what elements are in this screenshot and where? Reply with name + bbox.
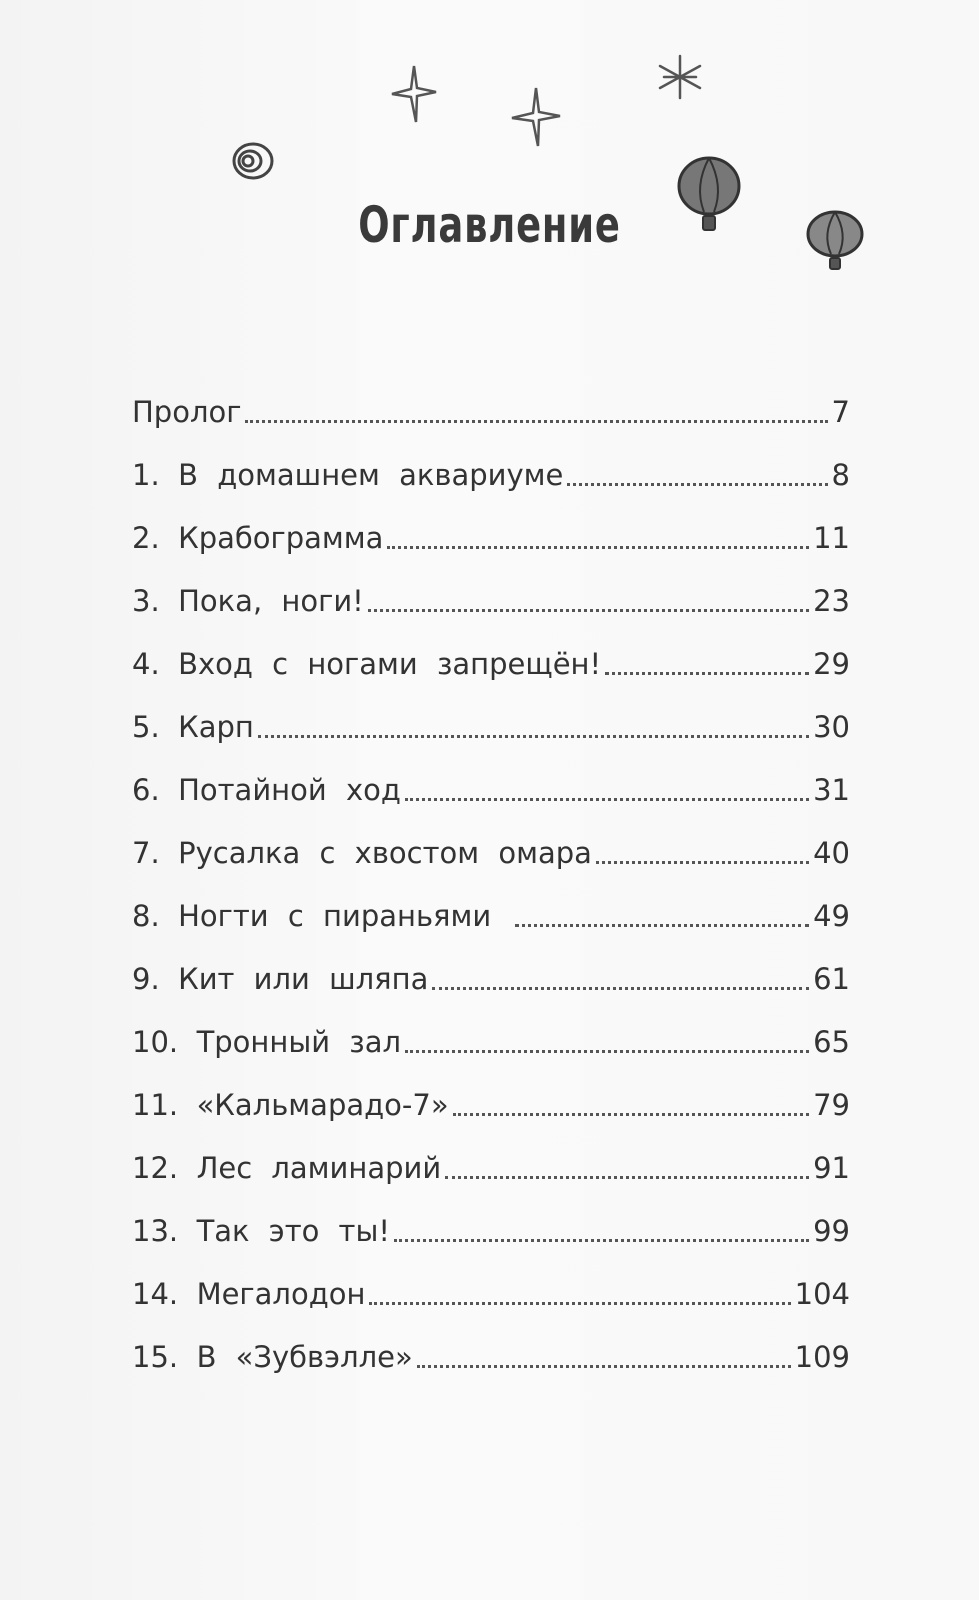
dot-leader — [394, 1239, 809, 1242]
toc-entry-number: 11. — [132, 1088, 179, 1122]
dot-leader — [515, 924, 809, 927]
toc-entry-number: 3. — [132, 584, 160, 618]
dot-leader — [445, 1176, 809, 1179]
star-icon — [508, 84, 564, 150]
dot-leader — [605, 672, 809, 675]
dot-leader — [368, 609, 809, 612]
toc-entry-number: 12. — [132, 1151, 179, 1185]
toc-entry — [132, 644, 850, 684]
toc-entry — [132, 707, 850, 747]
toc-entry-title: «Кальмарадо-7» — [196, 1088, 449, 1122]
toc-entry-page: 61 — [813, 962, 850, 996]
toc-entry-page: 8 — [831, 458, 850, 492]
toc-entry-title: Вход с ногами запрещён! — [178, 647, 602, 681]
toc-entry — [132, 1022, 850, 1062]
dot-leader — [245, 420, 827, 423]
toc-entry-number: 1. — [132, 458, 160, 492]
toc-entry-number: 10. — [132, 1025, 179, 1059]
toc-entry-number: 7. — [132, 836, 160, 870]
toc-entry-page: 91 — [813, 1151, 850, 1185]
toc-entry-title: Ногти с пираньями — [178, 899, 492, 933]
toc-entry-number: 2. — [132, 521, 160, 555]
dot-leader — [596, 861, 809, 864]
shell-icon — [228, 136, 278, 186]
toc-entry — [132, 1274, 850, 1314]
page-title: Оглавление — [358, 196, 621, 254]
dot-leader — [387, 546, 809, 549]
toc-entry — [132, 833, 850, 873]
toc-entry-page: 65 — [813, 1025, 850, 1059]
toc-entry-page: 31 — [813, 773, 850, 807]
toc-entry-number: 6. — [132, 773, 160, 807]
dot-leader — [453, 1113, 810, 1116]
toc-entry-number: 15. — [132, 1340, 179, 1374]
toc-entry — [132, 1337, 850, 1377]
toc-entry-title: В домашнем аквариуме — [178, 458, 564, 492]
toc-entry-page: 49 — [813, 899, 850, 933]
toc-entry-page: 30 — [813, 710, 850, 744]
dot-leader — [417, 1365, 791, 1368]
toc-entry-page: 109 — [794, 1340, 850, 1374]
toc-entry-number: 14. — [132, 1277, 179, 1311]
toc-entry-title: В «Зубвэлле» — [196, 1340, 413, 1374]
dot-leader — [405, 1050, 809, 1053]
toc-entry-page: 23 — [813, 584, 850, 618]
toc-entry — [132, 1211, 850, 1251]
toc-entry — [132, 1148, 850, 1188]
toc-entry-page: 7 — [831, 395, 850, 429]
toc-entry — [132, 770, 850, 810]
toc-entry — [132, 518, 850, 558]
toc-entry-title: Пока, ноги! — [178, 584, 364, 618]
toc-entry-number: 9. — [132, 962, 160, 996]
toc-entry-title: Тронный зал — [196, 1025, 402, 1059]
dot-leader — [567, 483, 827, 486]
toc-entry-page: 104 — [794, 1277, 850, 1311]
toc-entry — [132, 896, 850, 936]
dot-leader — [258, 735, 809, 738]
toc-entry-title: Потайной ход — [178, 773, 401, 807]
toc-entry-title: Мегалодон — [196, 1277, 366, 1311]
toc-entry-number: 13. — [132, 1214, 179, 1248]
toc-entry — [132, 959, 850, 999]
dot-leader — [432, 987, 809, 990]
toc-entry — [132, 581, 850, 621]
toc-entry-number: 5. — [132, 710, 160, 744]
star-icon — [654, 52, 706, 102]
dot-leader — [405, 798, 809, 801]
toc-entry-title: Лес ламинарий — [196, 1151, 442, 1185]
toc-entry-title: Кит или шляпа — [178, 962, 429, 996]
toc-entry-page: 99 — [813, 1214, 850, 1248]
toc-entry-number: 4. — [132, 647, 160, 681]
toc-entry-page: 79 — [813, 1088, 850, 1122]
toc-entry-page: 29 — [813, 647, 850, 681]
toc-entry-number: 8. — [132, 899, 160, 933]
dot-leader — [369, 1302, 790, 1305]
toc-entry-title: Пролог — [132, 395, 242, 429]
toc-entry — [132, 455, 850, 495]
toc-entry-page: 40 — [813, 836, 850, 870]
toc-entry-title: Крабограмма — [178, 521, 384, 555]
toc-entry — [132, 392, 850, 432]
toc-entry-title: Карп — [178, 710, 254, 744]
toc-entry-title: Русалка с хвостом омара — [178, 836, 592, 870]
toc-entry — [132, 1085, 850, 1125]
toc-entry-title: Так это ты! — [196, 1214, 390, 1248]
toc-entry-page: 11 — [813, 521, 850, 555]
star-icon — [388, 62, 440, 126]
